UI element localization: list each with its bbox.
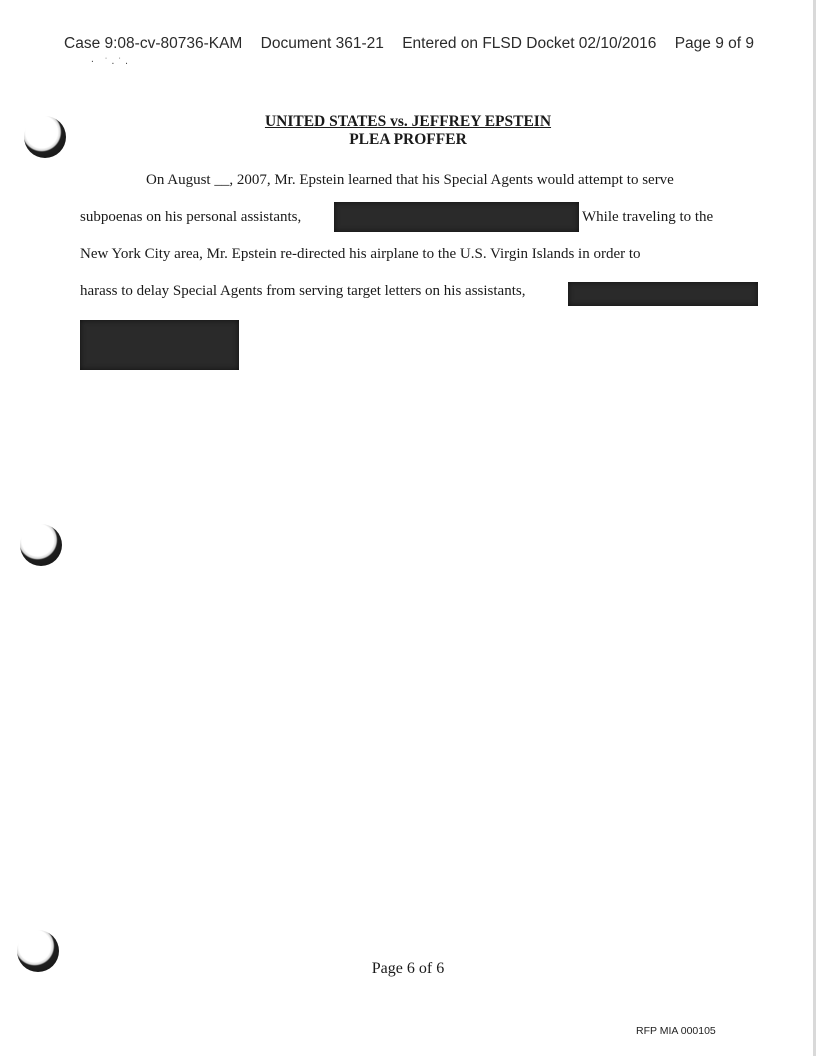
docket-entry: Entered on FLSD Docket 02/10/2016 — [402, 35, 657, 52]
body-line-2a: subpoenas on his personal assistants, — [80, 209, 302, 225]
redaction-box-1 — [334, 202, 579, 232]
court-filing-header — [64, 35, 764, 53]
bates-number: RFP MIA 000105 — [636, 1025, 716, 1037]
document-title: UNITED STATES vs. JEFFREY EPSTEIN — [264, 113, 552, 130]
body-line-1: On August __, 2007, Mr. Epstein learned that his Special Agents would attempt to serve — [146, 172, 674, 188]
document-subtitle: PLEA PROFFER — [349, 131, 467, 148]
scan-specks: · ˙.˙. — [90, 57, 131, 66]
redaction-box-3 — [80, 320, 239, 370]
document-number: Document 361-21 — [260, 35, 384, 52]
filing-page-number: Page 9 of 9 — [674, 35, 754, 52]
redaction-box-2 — [568, 282, 758, 306]
body-line-3: New York City area, Mr. Epstein re-directed his airplane to the U.S. Virgin Islands in order to — [80, 246, 641, 262]
page-footer-number: Page 6 of 6 — [371, 960, 445, 977]
hole-punch-middle — [20, 524, 62, 566]
body-line-4: harass to delay Special Agents from serving target letters on his assistants, — [80, 283, 526, 299]
body-line-2b: While traveling to the — [582, 209, 714, 225]
case-number: Case 9:08-cv-80736-KAM — [64, 35, 243, 52]
